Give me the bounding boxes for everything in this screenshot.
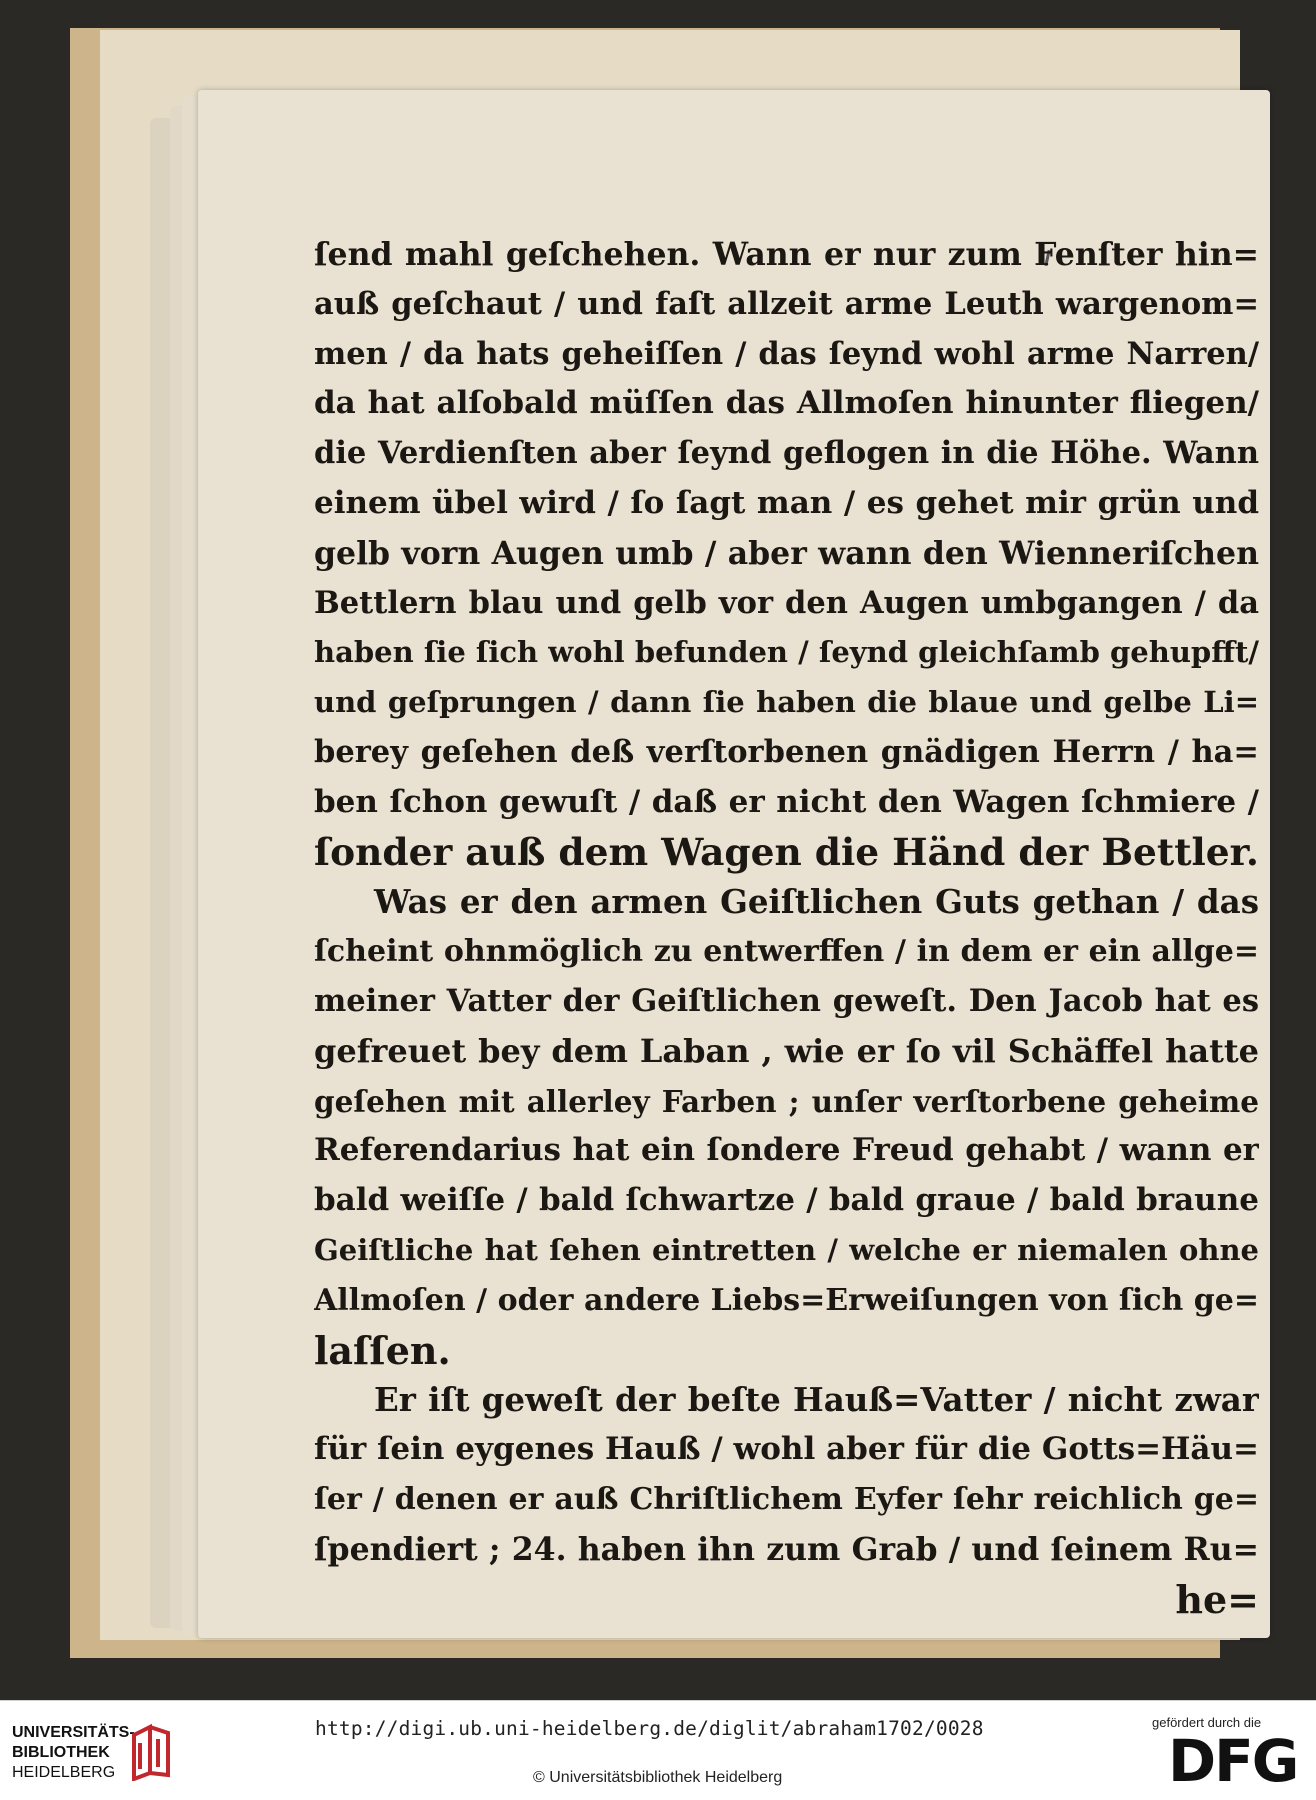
text-line: men / da hats geheiſſen / das ſeynd wohl arme Narren/	[314, 335, 1259, 372]
text-line: gefreuet bey dem Laban , wie er ſo vil Schäffel hatte	[314, 1031, 1259, 1070]
text-line: da hat alſobald müſſen das Allmoſen hinunter fliegen/	[314, 385, 1259, 422]
text-line: Allmoſen / oder andere Liebs=Erweiſungen von ſich ge=	[314, 1282, 1259, 1318]
text-line: ſend mahl geſchehen. Wann er nur zum Fenſter hin=	[314, 236, 1259, 273]
text-line: ſer / denen er auß Chriſtlichem Eyfer ſehr reichlich ge=	[314, 1481, 1259, 1517]
text-line: die Verdienſten aber ſeynd geflogen in die Höhe. Wann	[314, 435, 1259, 472]
text-line: ſpendiert ; 24. haben ihn zum Grab / und ſeinem Ru=	[314, 1530, 1259, 1568]
logo-line: HEIDELBERG	[12, 1764, 116, 1781]
text-line: laſſen.	[314, 1327, 451, 1373]
text-line: ben ſchon gewuſt / daß er nicht den Wagen ſchmiere /	[314, 783, 1259, 820]
text-line: haben ſie ſich wohl befunden / ſeynd gleichſamb gehupfft/	[314, 635, 1259, 670]
text-line: Er iſt geweſt der beſte Hauß=Vatter / nicht zwar	[374, 1380, 1259, 1420]
text-line: auß geſchaut / und faſt allzeit arme Leuth wargenom=	[314, 285, 1259, 322]
text-line: Geiſtliche hat ſehen eintretten / welche er niemalen ohne	[314, 1232, 1259, 1267]
funded-by-label: gefördert durch die	[1152, 1715, 1262, 1730]
text-line: Referendarius hat ein ſondere Freud gehabt / wann er	[314, 1132, 1259, 1169]
text-line: berey geſehen deß verſtorbenen gnädigen Herrn / ha=	[314, 733, 1259, 770]
logo-line: UNIVERSITÄTS-	[12, 1724, 135, 1741]
logo-line: BIBLIOTHEK	[12, 1744, 110, 1761]
copyright-text: © Universitätsbibliothek Heidelberg	[533, 1769, 783, 1786]
footer-bar	[0, 1700, 1316, 1800]
library-logo-icon	[128, 1721, 174, 1781]
text-line: für ſein eygenes Hauß / wohl aber für die Gotts=Häu=	[314, 1431, 1259, 1468]
text-line: bald weiſſe / bald ſchwartze / bald graue / bald braune	[314, 1182, 1259, 1219]
text-line: und geſprungen / dann ſie haben die blaue und gelbe Li=	[314, 685, 1259, 720]
text-line: Was er den armen Geiſtlichen Guts gethan / das	[374, 882, 1259, 922]
page-text	[314, 230, 1259, 1624]
text-line: meiner Vatter der Geiſtlichen geweſt. Den Jacob hat es	[314, 982, 1259, 1019]
catchword: he=	[1175, 1576, 1259, 1622]
text-line: gelb vorn Augen umb / aber wann den Wienneriſchen	[314, 534, 1259, 572]
text-line: ſcheint ohnmöglich zu entwerffen / in dem er ein allge=	[314, 934, 1259, 970]
text-line: ſonder auß dem Wagen die Händ der Bettler.	[314, 829, 1259, 874]
dfg-logo[interactable]: DFG	[1168, 1727, 1298, 1795]
text-line: einem übel wird / ſo ſagt man / es gehet mir grün und	[314, 484, 1259, 521]
text-line: Bettlern blau und gelb vor den Augen umbgangen / da	[314, 584, 1259, 621]
text-line: geſehen mit allerley Farben ; unſer verſtorbene geheime	[314, 1083, 1259, 1119]
permalink-url[interactable]: http://digi.ub.uni-heidelberg.de/diglit/abraham1702/0028	[315, 1717, 984, 1740]
library-logo-text[interactable]	[12, 1723, 135, 1783]
